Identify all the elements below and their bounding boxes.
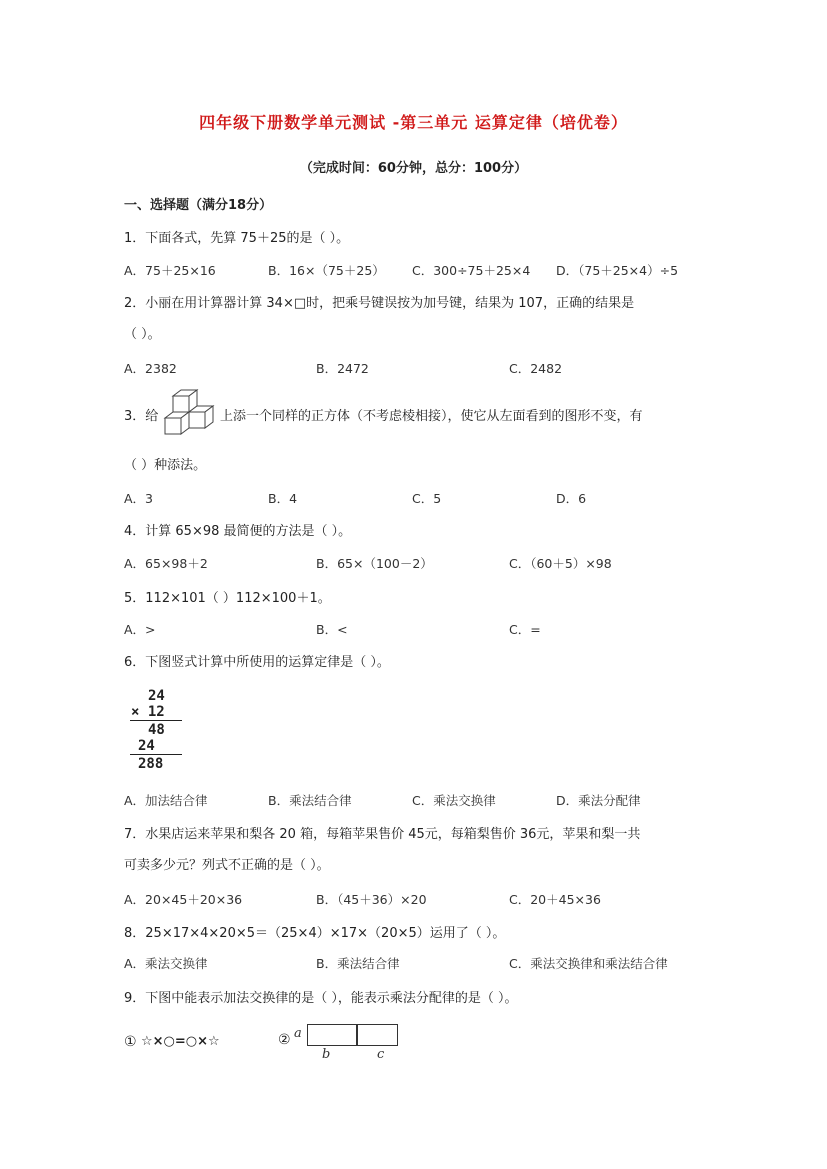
question-1-option-d: D．（75＋25×4）÷5 [556,263,679,278]
figure-2-label-a: a [294,1026,302,1041]
question-5-stem: 5．112×101（ ）112×100＋1。 [124,591,331,606]
figure-1-expression: ☆×○=○×☆ [141,1034,220,1049]
question-8-stem: 8．25×17×4×20×5＝（25×4）×17×（20×5）运用了（ ）。 [124,926,506,941]
question-8-option-b: B．乘法结合律 [316,956,400,971]
question-3-stem-end: 上添一个同样的正方体（不考虑棱相接），使它从左面看到的图形不变，有 [220,409,643,424]
question-3-stem-start: 3．给 [124,409,159,424]
question-1-option-c: C．300÷75＋25×4 [412,263,531,278]
page-title: 四年级下册数学单元测试 -第三单元 运算定律（培优卷） [199,113,628,132]
question-1-stem: 1．下面各式，先算 75＋25的是（ ）。 [124,231,350,246]
question-5-option-a: A．> [124,622,156,637]
figure-2-label-b: b [322,1047,331,1062]
cube-figure [161,388,217,440]
question-7-option-b: B．（45＋36）×20 [316,892,427,907]
question-2-option-b: B．2472 [316,361,369,376]
question-5-option-b: B．< [316,622,348,637]
question-7-stem: 7．水果店运来苹果和梨各 20 箱，每箱苹果售价 45元，每箱梨售价 36元，苹果和梨一共 [124,827,641,842]
question-2-stem-line2: （ ）。 [124,327,161,342]
figure-2-label: ② [278,1032,291,1048]
question-6-option-d: D．乘法分配律 [556,793,641,808]
vertical-calc-line-3: 48 [148,722,165,738]
vertical-calc-line-1: 24 [148,688,165,704]
question-6-option-a: A．加法结合律 [124,793,208,808]
question-7-stem-line2: 可卖多少元？列式不正确的是（ ）。 [124,858,330,873]
question-6-option-b: B．乘法结合律 [268,793,352,808]
figure-2-label-c: c [377,1047,385,1062]
question-8-option-a: A．乘法交换律 [124,956,208,971]
question-6-option-c: C．乘法交换律 [412,793,496,808]
question-7-option-a: A．20×45＋20×36 [124,892,243,907]
figure-2-rect-b [307,1024,358,1046]
vertical-calc-line-4: 24 [138,738,155,754]
question-4-option-b: B．65×（100－2） [316,556,433,571]
question-4-option-c: C．（60＋5）×98 [509,556,612,571]
question-2-stem: 2．小丽在用计算器计算 34×□时，把乘号键误按为加号键，结果为 107，正确的结果是 [124,296,635,311]
question-4-stem: 4．计算 65×98 最简便的方法是（ ）。 [124,524,352,539]
question-3-option-a: A．3 [124,491,154,506]
vertical-calc-rule-1 [130,720,182,721]
section-heading: 一、选择题（满分18分） [124,198,273,213]
question-9-stem: 9．下图中能表示加法交换律的是（ ），能表示乘法分配律的是（ ）。 [124,991,518,1006]
question-3-option-c: C．5 [412,491,442,506]
vertical-calc-line-5: 288 [138,756,164,772]
question-2-option-c: C．2482 [509,361,563,376]
question-3-option-b: B．4 [268,491,298,506]
vertical-calc-line-2: × 12 [131,704,165,720]
figure-2-rect-c [356,1024,398,1046]
question-1-option-b: B．16×（75＋25） [268,263,385,278]
question-4-option-a: A．65×98＋2 [124,556,208,571]
page-subtitle: （完成时间：60分钟，总分：100分） [299,161,528,176]
question-6-stem: 6．下图竖式计算中所使用的运算定律是（ ）。 [124,655,390,670]
question-2-option-a: A．2382 [124,361,177,376]
figure-1-label: ① [124,1034,137,1050]
question-8-option-c: C．乘法交换律和乘法结合律 [509,956,668,971]
question-7-option-c: C．20＋45×36 [509,892,601,907]
vertical-calc-rule-2 [130,754,182,755]
question-3-stem-line2: （ ）种添法。 [124,458,207,473]
question-3-option-d: D．6 [556,491,587,506]
question-5-option-c: C．= [509,622,541,637]
question-1-option-a: A．75＋25×16 [124,263,216,278]
